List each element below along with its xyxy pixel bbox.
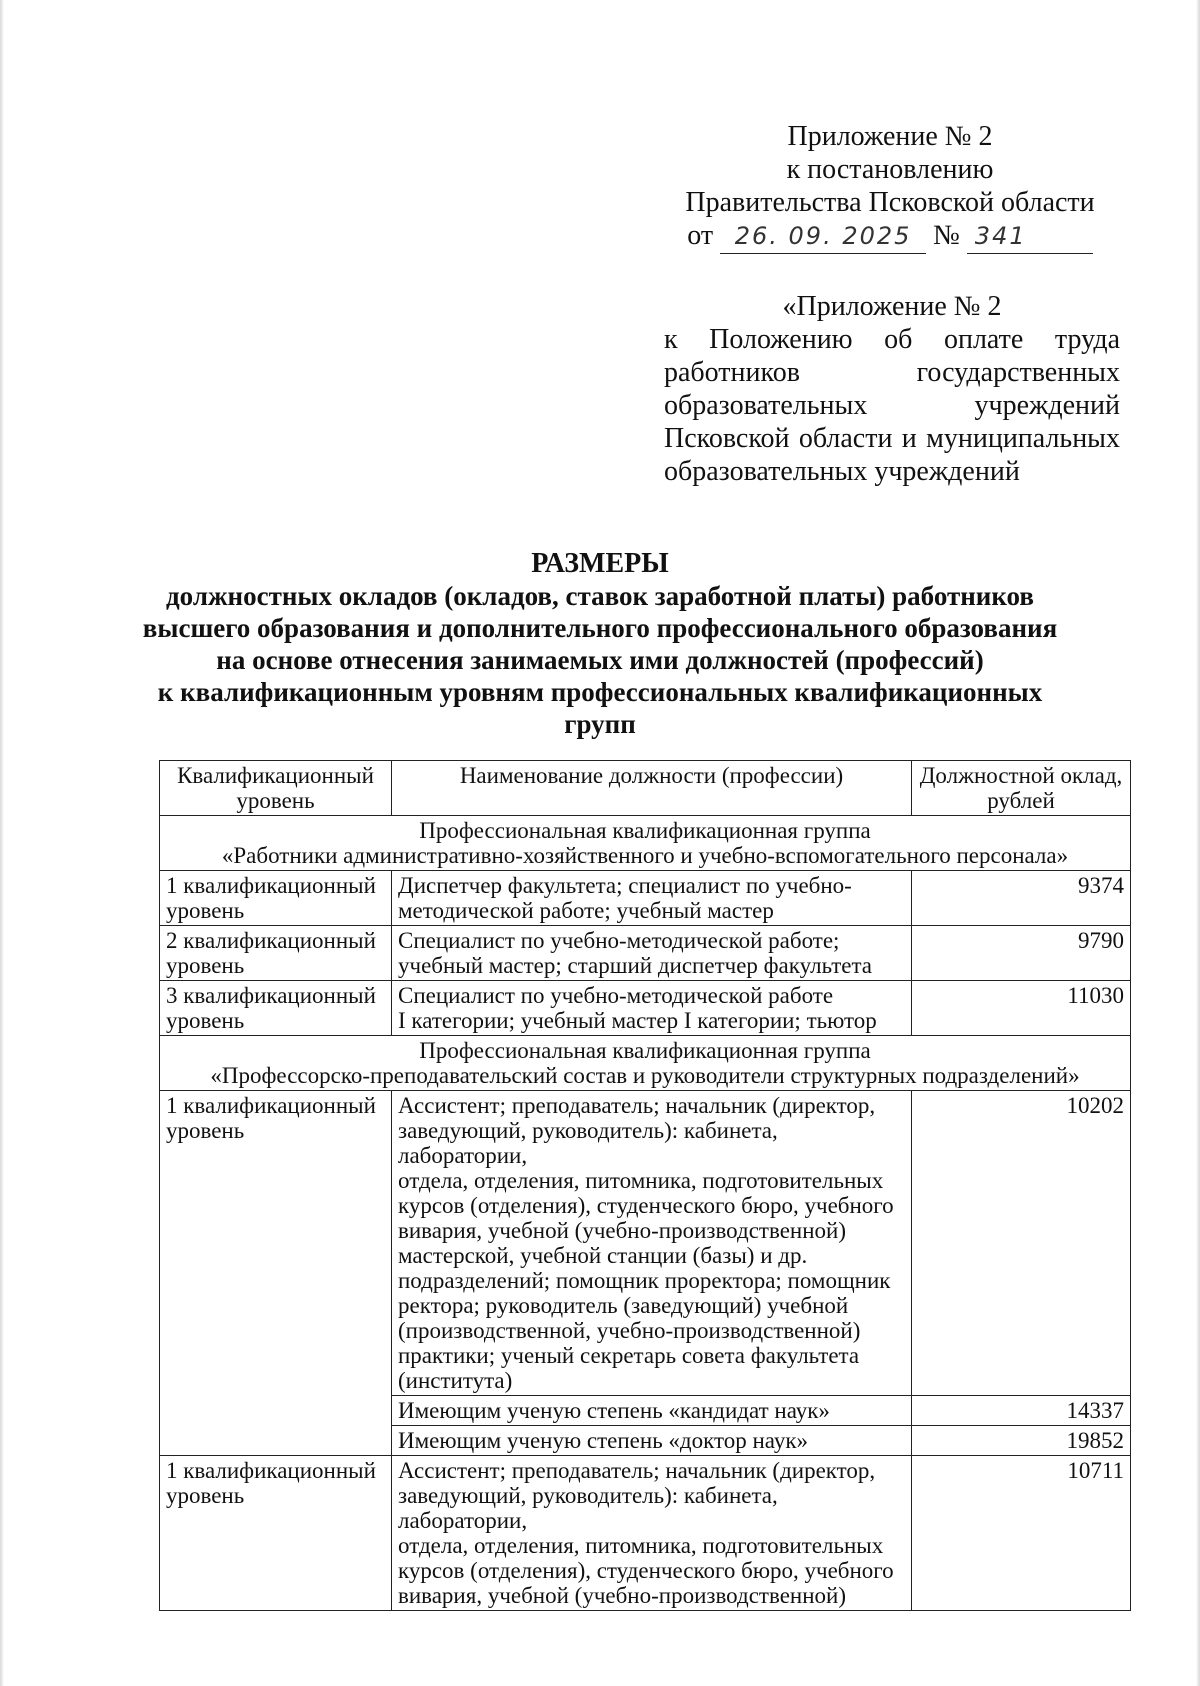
document-title-line: на основе отнесения занимаемых ими должностей (профессий) <box>216 645 984 675</box>
table-row <box>160 926 1131 981</box>
header-position-name: Наименование должности (профессии) <box>392 761 912 816</box>
cell-position-name: Имеющим ученую степень «кандидат наук» <box>392 1396 912 1426</box>
group-heading-line: «Профессорско-преподавательский состав и руководители структурных подразделений» <box>210 1063 1080 1088</box>
header-line-resolution: к постановлению <box>786 154 994 185</box>
group-heading-row <box>160 816 1131 871</box>
document-title-line: высшего образования и дополнительного профессионального образования <box>142 613 1058 643</box>
annex-reference <box>664 290 1120 488</box>
document-title-line: групп <box>564 709 636 739</box>
header-line-government: Правительства Псковской области <box>685 187 1095 218</box>
approval-header <box>660 120 1120 254</box>
cell-salary: 9374 <box>912 871 1131 926</box>
cell-level: 1 квалификационный уровень <box>160 1456 392 1611</box>
group-heading <box>160 1036 1131 1091</box>
group-heading-line: «Работники административно-хозяйственного и учебно-вспомогательного персонала» <box>221 843 1069 868</box>
cell-level: 3 квалификационный уровень <box>160 981 392 1036</box>
header-line-annex: Приложение № 2 <box>787 121 993 152</box>
table-row <box>160 1091 1131 1396</box>
annex-title: «Приложение № 2 <box>782 291 1002 322</box>
document-title <box>120 548 1080 740</box>
number-label: № <box>933 220 960 251</box>
scan-edge-left <box>0 0 4 1686</box>
table-header-row <box>160 761 1131 816</box>
cell-salary: 11030 <box>912 981 1131 1036</box>
from-label: от <box>687 220 714 251</box>
document-title-main: РАЗМЕРЫ <box>531 548 669 579</box>
table-row <box>160 1456 1131 1611</box>
cell-level: 2 квалификационный уровень <box>160 926 392 981</box>
annex-body: к Положению об оплате труда работников государственных образовательных учреждений Псковской области и муниципальных образовательных учреждений <box>664 324 1120 487</box>
cell-level: 1 квалификационный уровень <box>160 1091 392 1456</box>
handwritten-number: 341 <box>967 220 1093 254</box>
cell-level: 1 квалификационный уровень <box>160 871 392 926</box>
group-heading-line: Профессиональная квалификационная группа <box>419 818 871 843</box>
group-heading-line: Профессиональная квалификационная группа <box>419 1038 871 1063</box>
cell-position-name: Специалист по учебно-методической работе I категории; учебный мастер I категории; тьютор <box>392 981 912 1036</box>
table-row <box>160 871 1131 926</box>
cell-salary: 14337 <box>912 1396 1131 1426</box>
cell-position-name: Специалист по учебно-методической работе; учебный мастер; старший диспетчер факультета <box>392 926 912 981</box>
cell-position-name: Диспетчер факультета; специалист по учебно- методической работе; учебный мастер <box>392 871 912 926</box>
header-level: Квалификационный уровень <box>160 761 392 816</box>
document-title-line: к квалификационным уровням профессиональных квалификационных <box>157 677 1043 707</box>
document-title-line: должностных окладов (окладов, ставок заработной платы) работников <box>166 581 1034 611</box>
cell-position-name: Ассистент; преподаватель; начальник (директор, заведующий, руководитель): кабинета, лаборатории, отдела, отделения, питомника, подготовительных курсов (отделения), студенческого бюро, учебного вивария, учебной (учебно-производственной) мастерской, учебной станции (базы) и др. подразделений; помощник проректора; помощник ректора; руководитель (заведующий) учебной (производственной, учебно-производственной) практики; ученый секретарь совета факультета (института) <box>392 1091 912 1396</box>
scan-edge-right <box>1196 0 1200 1686</box>
cell-salary: 10711 <box>912 1456 1131 1611</box>
cell-salary: 10202 <box>912 1091 1131 1396</box>
cell-salary: 19852 <box>912 1426 1131 1456</box>
cell-position-name: Имеющим ученую степень «доктор наук» <box>392 1426 912 1456</box>
handwritten-date: 26. 09. 2025 <box>720 220 926 254</box>
header-date-number-line <box>660 219 1120 254</box>
table-row <box>160 981 1131 1036</box>
header-salary: Должностной оклад, рублей <box>912 761 1131 816</box>
cell-position-name: Ассистент; преподаватель; начальник (директор, заведующий, руководитель): кабинета, лаборатории, отдела, отделения, питомника, подготовительных курсов (отделения), студенческого бюро, учебного вивария, учебной (учебно-производственной) <box>392 1456 912 1611</box>
cell-salary: 9790 <box>912 926 1131 981</box>
group-heading-row <box>160 1036 1131 1091</box>
group-heading <box>160 816 1131 871</box>
salary-table <box>159 760 1131 1611</box>
